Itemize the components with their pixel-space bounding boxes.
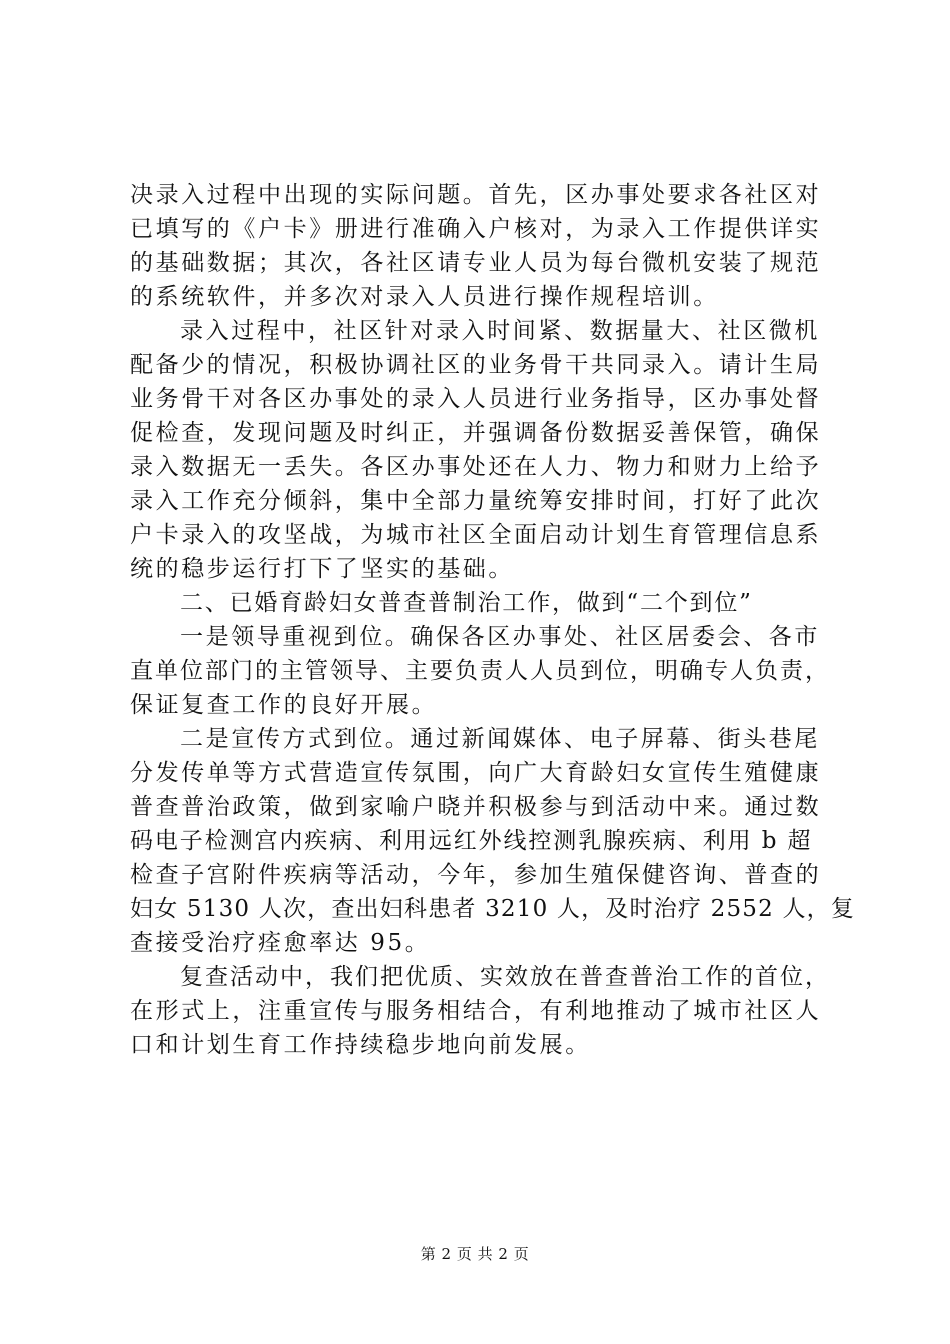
- text-line: 录入工作充分倾斜，集中全部力量统筹安排时间，打好了此次: [130, 488, 822, 514]
- text-line: 检查子宫附件疾病等活动，今年，参加生殖保健咨询、普查的: [130, 862, 822, 888]
- text-line: 直单位部门的主管领导、主要负责人人员到位，明确专人负责，: [130, 658, 830, 684]
- text-line: 分发传单等方式营造宣传氛围，向广大育龄妇女宣传生殖健康: [130, 760, 822, 786]
- text-line: 二是宣传方式到位。通过新闻媒体、电子屏幕、街头巷尾: [180, 726, 820, 752]
- text-line: 查接受治疗痊愈率达 95。: [130, 930, 431, 956]
- page-number-footer: 第 2 页 共 2 页: [420, 1245, 530, 1263]
- text-line: 业务骨干对各区办事处的录入人员进行业务指导，区办事处督: [130, 386, 822, 412]
- text-line: 决录入过程中出现的实际问题。首先，区办事处要求各社区对: [130, 182, 822, 208]
- text-line: 的系统软件，并多次对录入人员进行操作规程培训。: [130, 284, 719, 310]
- text-line: 一是领导重视到位。确保各区办事处、社区居委会、各市: [180, 624, 820, 650]
- text-line: 录入数据无一丢失。各区办事处还在人力、物力和财力上给予: [130, 454, 822, 480]
- text-line: 普查普治政策，做到家喻户晓并积极参与到活动中来。通过数: [130, 794, 822, 820]
- text-line: 配备少的情况，积极协调社区的业务骨干共同录入。请计生局: [130, 352, 822, 378]
- text-line: 已填写的《户卡》册进行准确入户核对，为录入工作提供详实: [130, 216, 822, 242]
- text-line: 户卡录入的攻坚战，为城市社区全面启动计划生育管理信息系: [130, 522, 822, 548]
- text-line: 复查活动中，我们把优质、实效放在普查普治工作的首位，: [180, 964, 830, 990]
- text-line: 口和计划生育工作持续稳步地向前发展。: [130, 1032, 591, 1058]
- text-line: 在形式上，注重宣传与服务相结合，有利地推动了城市社区人: [130, 998, 822, 1024]
- text-line: 录入过程中，社区针对录入时间紧、数据量大、社区微机: [180, 318, 820, 344]
- text-line: 的基础数据；其次，各社区请专业人员为每台微机安装了规范: [130, 250, 822, 276]
- text-line: 促检查，发现问题及时纠正，并强调备份数据妥善保管，确保: [130, 420, 822, 446]
- text-line: 码电子检测宫内疾病、利用远红外线控测乳腺疾病、利用 b 超: [130, 828, 813, 854]
- text-line: 妇女 5130 人次，查出妇科患者 3210 人，及时治疗 2552 人，复: [130, 896, 856, 922]
- text-line: 保证复查工作的良好开展。: [130, 692, 438, 718]
- text-line: 统的稳步运行打下了坚实的基础。: [130, 556, 514, 582]
- section-heading: 二、已婚育龄妇女普查普制治工作，做到“二个到位”: [180, 590, 753, 616]
